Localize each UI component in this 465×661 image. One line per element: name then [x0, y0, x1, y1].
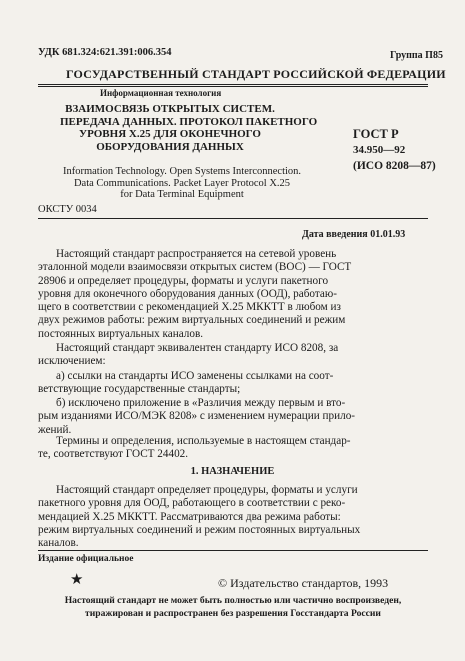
iso-equivalent: (ИСО 8208—87) — [353, 160, 436, 172]
title-ru-line: УРОВНЯ X.25 ДЛЯ ОКОНЕЧНОГО — [79, 128, 261, 140]
body-line: 28906 и определяет процедуры, форматы и услуги пакетного — [38, 274, 329, 287]
paragraph-terms — [38, 435, 426, 462]
divider-rule — [38, 218, 428, 219]
body-line: постоянных виртуальных каналов. — [38, 327, 204, 340]
group-code: Группа П85 — [390, 50, 443, 61]
title-ru — [60, 103, 318, 153]
title-en-line: Information Technology. Open Systems Interconnection. — [62, 166, 302, 177]
subtitle: Информационная технология — [100, 88, 222, 98]
paragraph-item-b — [38, 397, 426, 437]
paragraph-purpose — [38, 484, 426, 550]
body-line: щего в соответствии с рекомендацией X.25 МККТТ в любом из — [38, 301, 341, 314]
body-line: б) исключено приложение в «Различия между первым и вто- — [56, 397, 346, 409]
body-line: рым изданиями ИСО/МЭК 8208» с изменением нумерации прило- — [38, 410, 356, 423]
body-line: двух режимов работы: режим виртуальных соединений и режим — [38, 314, 346, 327]
body-line: Настоящий стандарт определяет процедуры, форматы и услуги — [56, 484, 358, 496]
star-icon: ★ — [70, 572, 84, 588]
title-ru-line: ВЗАИМОСВЯЗЬ ОТКРЫТЫХ СИСТЕМ. — [65, 103, 275, 115]
body-line: исключением: — [38, 355, 106, 368]
gost-label: ГОСТ Р — [353, 127, 399, 141]
reproduction-notice — [38, 595, 428, 620]
notice-line: Настоящий стандарт не может быть полностью или частично воспроизведен, — [64, 595, 402, 606]
title-ru-line: ПЕРЕДАЧА ДАННЫХ. ПРОТОКОЛ ПАКЕТНОГО — [60, 115, 318, 128]
copyright: © Издательство стандартов, 1993 — [218, 576, 389, 590]
paragraph-equivalence — [38, 342, 426, 369]
title-en — [42, 166, 322, 201]
body-line: Настоящий стандарт эквивалентен стандарту ИСО 8208, за — [56, 342, 339, 354]
date-introduced: Дата введения 01.01.93 — [302, 229, 406, 240]
body-line: режим виртуальных соединений и режим постоянных виртуальных — [38, 523, 361, 536]
body-line: Термины и определения, используемые в настоящем стандар- — [56, 435, 351, 447]
paragraph-item-a — [38, 370, 426, 397]
gost-designation — [353, 126, 436, 174]
udk-code: УДК 681.324:621.391:006.354 — [38, 47, 172, 58]
body-line: Настоящий стандарт распространяется на сетевой уровень — [56, 248, 337, 260]
body-line: а) ссылки на стандарты ИСО заменены ссылками на соот- — [56, 370, 334, 382]
body-line: те, соответствуют ГОСТ 24402. — [38, 448, 189, 461]
edition-label: Издание официальное — [38, 554, 134, 564]
body-line: мендацией X.25 МККТТ. Рассматриваются два режима работы: — [38, 510, 341, 523]
header-rule-thin — [38, 86, 428, 87]
body-line: эталонной модели взаимосвязи открытых систем (ВОС) — ГОСТ — [38, 261, 352, 274]
standard-header: ГОСУДАРСТВЕННЫЙ СТАНДАРТ РОССИЙСКОЙ ФЕДЕРАЦИИ — [66, 67, 446, 81]
title-en-line: for Data Terminal Equipment — [120, 189, 244, 200]
body-line: уровня для оконечного оборудования данных (ООД), работаю- — [38, 287, 337, 300]
okstu-code: ОКСТУ 0034 — [38, 204, 97, 215]
footer-rule — [38, 550, 428, 551]
paragraph-scope — [38, 248, 426, 341]
gost-number: 34.950—92 — [353, 144, 406, 156]
body-line: пакетного уровня для ООД, работающего в соответствии с реко- — [38, 497, 346, 510]
notice-line: тиражирован и распространен без разрешения Госстандарта России — [85, 607, 381, 619]
body-line: жений. — [38, 423, 72, 436]
title-en-line: Data Communications. Packet Layer Protocol X.25 — [73, 177, 291, 189]
title-ru-line: ОБОРУДОВАНИЯ ДАННЫХ — [96, 140, 244, 153]
header-rule — [38, 84, 428, 85]
body-line: ветствующие государственные стандарты; — [38, 383, 241, 396]
body-line: каналов. — [38, 537, 79, 550]
section-heading: 1. НАЗНАЧЕНИЕ — [190, 466, 275, 477]
